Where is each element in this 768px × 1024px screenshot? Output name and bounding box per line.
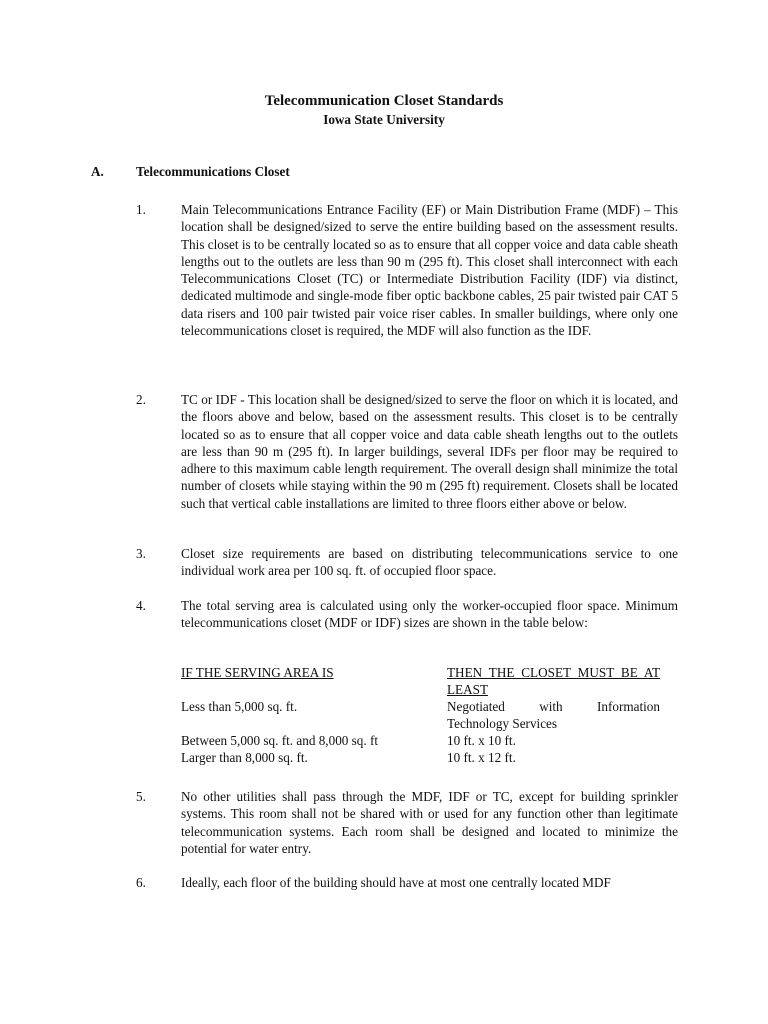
section-title: Telecommunications Closet (136, 164, 290, 179)
document-title: Telecommunication Closet Standards (264, 93, 504, 109)
closet-size-table (181, 664, 678, 766)
item-text: Ideally, each floor of the building should have at most one centrally located MDF (181, 875, 611, 890)
item-number: 3. (136, 546, 146, 561)
table-header-closet-size: THEN THE CLOSET MUST BE AT LEAST (447, 665, 660, 698)
table-cell-closet: 10 ft. x 10 ft. (447, 733, 516, 748)
table-cell-closet: Negotiated with Information Technology Services (447, 699, 660, 732)
table-row (181, 698, 678, 732)
item-number: 4. (136, 598, 146, 613)
item-text: TC or IDF - This location shall be designed/sized to serve the floor on which it is located, and the floors above and below, based on the assessment results. This closet is to be centrally located so as to ensure that all copper voice and data cable sheath lengths out to the outlets are less than 90 m (295 ft). In larger buildings, several IDFs per floor may be required to adhere to this maximum cable length requirement. The overall design shall minimize the total number of closets while staying within the 90 m (295 ft) requirement. Closets shall be located such that vertical cable installations are limited to three floors either above or below. (181, 392, 678, 511)
table-cell-area: Larger than 8,000 sq. ft. (181, 750, 308, 765)
item-text: The total serving area is calculated using only the worker-occupied floor space. Minimum telecommunications closet (MDF or IDF) sizes are shown in the table below: (181, 598, 678, 631)
table-row (181, 732, 678, 749)
item-number: 1. (136, 202, 146, 217)
table-header-serving-area: IF THE SERVING AREA IS (181, 665, 334, 680)
item-number: 6. (136, 875, 146, 890)
item-text: Main Telecommunications Entrance Facility (EF) or Main Distribution Frame (MDF) – This location shall be designed/sized to serve the entire building based on the assessment results. This closet is to be centrally located so as to ensure that all copper voice and data cable sheath lengths out to the outlets are less than 90 m (295 ft). This closet shall interconnect with each Telecommunications Closet (TC) or Intermediate Distribution Facility (IDF) via distinct, dedicated multimode and single-mode fiber optic backbone cables, 25 pair twisted pair CAT 5 data risers and 100 pair twisted pair voice riser cables. In smaller buildings, where only one telecommunications closet is required, the MDF will also function as the IDF. (181, 202, 678, 339)
item-text: Closet size requirements are based on distributing telecommunications service to one individual work area per 100 sq. ft. of occupied floor space. (181, 546, 678, 579)
table-cell-closet: 10 ft. x 12 ft. (447, 750, 516, 765)
item-text: No other utilities shall pass through the MDF, IDF or TC, except for building sprinkler systems. This room shall not be shared with or used for any function other than legitimate telecommunication systems. Each room shall be designed and located to minimize the potential for water entry. (181, 789, 678, 856)
table-header-row (181, 664, 678, 698)
table-row (181, 749, 678, 766)
item-number: 2. (136, 392, 146, 407)
section-letter: A. (91, 164, 104, 179)
table-cell-area: Between 5,000 sq. ft. and 8,000 sq. ft (181, 733, 379, 748)
document-subtitle: Iowa State University (323, 112, 445, 127)
item-number: 5. (136, 789, 146, 804)
table-cell-area: Less than 5,000 sq. ft. (181, 699, 298, 714)
